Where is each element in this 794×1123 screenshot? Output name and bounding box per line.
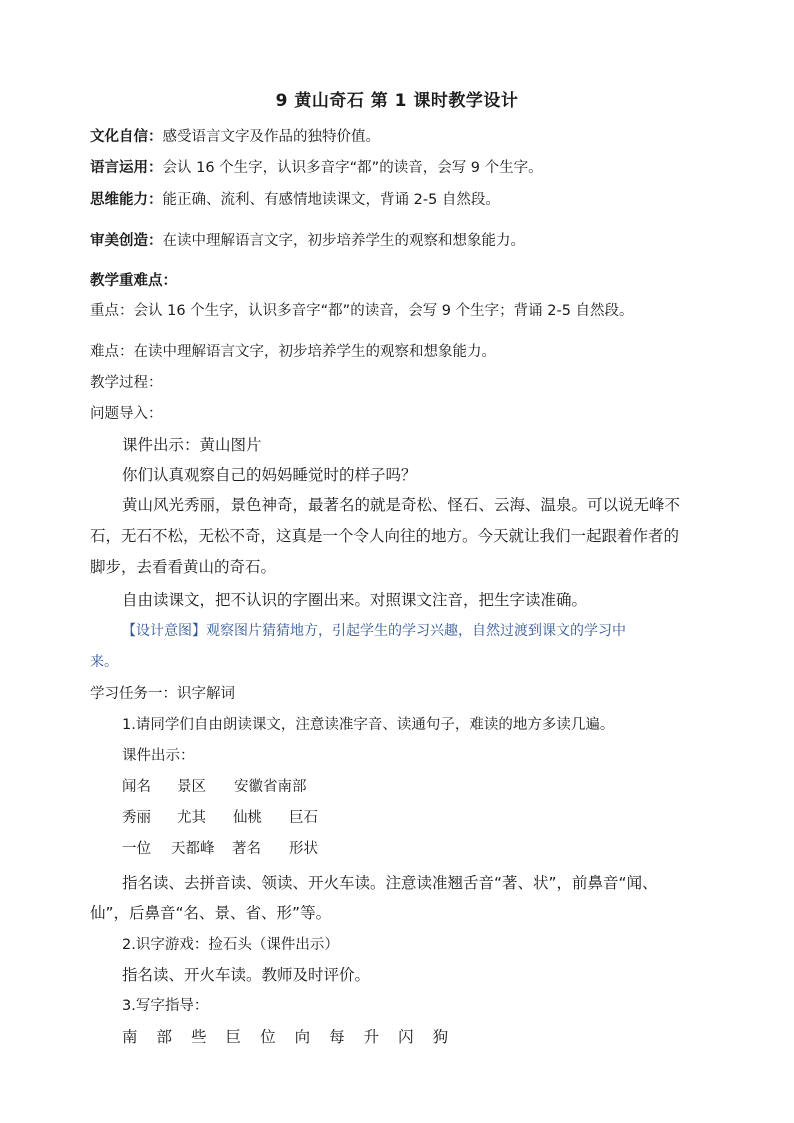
task1-step3: 3.写字指导： <box>122 998 209 1014</box>
intro-paragraph-line: 黄山风光秀丽，景色神奇，最著名的就是奇松、怪石、云海、温泉。可以说无峰不 <box>122 496 681 514</box>
word-row <box>122 807 318 829</box>
character-item: 向 <box>294 1028 311 1046</box>
intro-courseware: 课件出示：黄山图片 <box>122 436 262 454</box>
character-item: 闪 <box>398 1028 414 1046</box>
objective-aesthetic <box>90 230 525 252</box>
reading-guidance-line: 指名读、去拼音读、领读、开火车读。注意读准翘舌音“著、状”，前鼻音“闻、 <box>122 874 658 892</box>
character-item: 些 <box>191 1028 207 1046</box>
objective-text: 感受语言文字及作品的独特价值。 <box>162 129 380 145</box>
objective-label: 思维能力： <box>90 192 163 208</box>
reading-guidance-line: 仙”，后鼻音“名、景、省、形”等。 <box>90 904 332 922</box>
intro-heading: 问题导入： <box>90 406 163 422</box>
design-intent-line: 【设计意图】观察图片猜猜地方，引起学生的学习兴趣，自然过渡到课文的学习中 <box>122 623 626 639</box>
key-point: 重点：会认 16 个生字，认识多音字“都”的读音，会写 9 个生字；背诵 2-5 自然段。 <box>90 303 634 319</box>
objective-label: 文化自信： <box>90 129 163 145</box>
objective-culture <box>90 126 380 148</box>
writing-characters <box>122 1026 467 1048</box>
task1-courseware: 课件出示： <box>122 748 195 764</box>
objective-text: 能正确、流利、有感情地读课文，背诵 2-5 自然段。 <box>162 192 500 208</box>
intro-paragraph-line: 石，无石不松，无松不奇，这真是一个令人向往的地方。今天就让我们一起跟着作者的 <box>90 527 680 545</box>
word-item: 一位 <box>122 841 151 857</box>
word-item: 天都峰 <box>171 841 215 857</box>
word-row <box>122 776 307 798</box>
process-heading: 教学过程： <box>90 375 163 391</box>
key-points-heading: 教学重难点： <box>90 273 177 289</box>
task1-step2-detail: 指名读、开火车读。教师及时评价。 <box>122 966 371 984</box>
task1-step1: 1.请同学们自由朗读课文，注意读准字音、读通句子，难读的地方多读几遍。 <box>122 717 615 733</box>
character-item: 部 <box>156 1028 173 1046</box>
word-item: 景区 <box>177 779 206 795</box>
difficult-point: 难点：在读中理解语言文字，初步培养学生的观察和想象能力。 <box>90 344 496 360</box>
character-item: 每 <box>329 1028 345 1046</box>
task1-heading: 学习任务一：识字解词 <box>90 686 235 702</box>
character-item: 位 <box>260 1028 276 1046</box>
objective-label: 语言运用： <box>90 160 163 176</box>
intro-reading-instruction: 自由读课文，把不认识的字圈出来。对照课文注音，把生字读准确。 <box>122 591 588 609</box>
objective-thinking <box>90 189 500 211</box>
objective-text: 在读中理解语言文字，初步培养学生的观察和想象能力。 <box>162 233 525 249</box>
objective-text: 会认 16 个生字，认识多音字“都”的读音，会写 9 个生字。 <box>162 160 543 176</box>
word-item: 闻名 <box>122 779 151 795</box>
word-row <box>122 838 318 860</box>
character-item: 巨 <box>225 1028 242 1046</box>
task1-step2: 2.识字游戏：捡石头（课件出示） <box>122 937 339 953</box>
word-item: 安徽省南部 <box>234 779 307 795</box>
word-item: 著名 <box>232 841 261 857</box>
character-item: 狗 <box>432 1028 449 1046</box>
word-item: 秀丽 <box>122 810 151 826</box>
objective-label: 审美创造： <box>90 233 163 249</box>
intro-paragraph-line: 脚步，去看看黄山的奇石。 <box>90 558 277 576</box>
word-item: 形状 <box>289 841 318 857</box>
design-intent-line: 来。 <box>90 654 118 670</box>
word-item: 巨石 <box>289 810 318 826</box>
objective-language <box>90 157 543 179</box>
character-item: 升 <box>363 1028 380 1046</box>
intro-question: 你们认真观察自己的妈妈睡觉时的样子吗？ <box>122 466 417 484</box>
document-title: 9 黄山奇石 第 1 课时教学设计 <box>275 91 519 111</box>
word-item: 尤其 <box>177 810 206 826</box>
word-item: 仙桃 <box>233 810 262 826</box>
character-item: 南 <box>122 1028 138 1046</box>
